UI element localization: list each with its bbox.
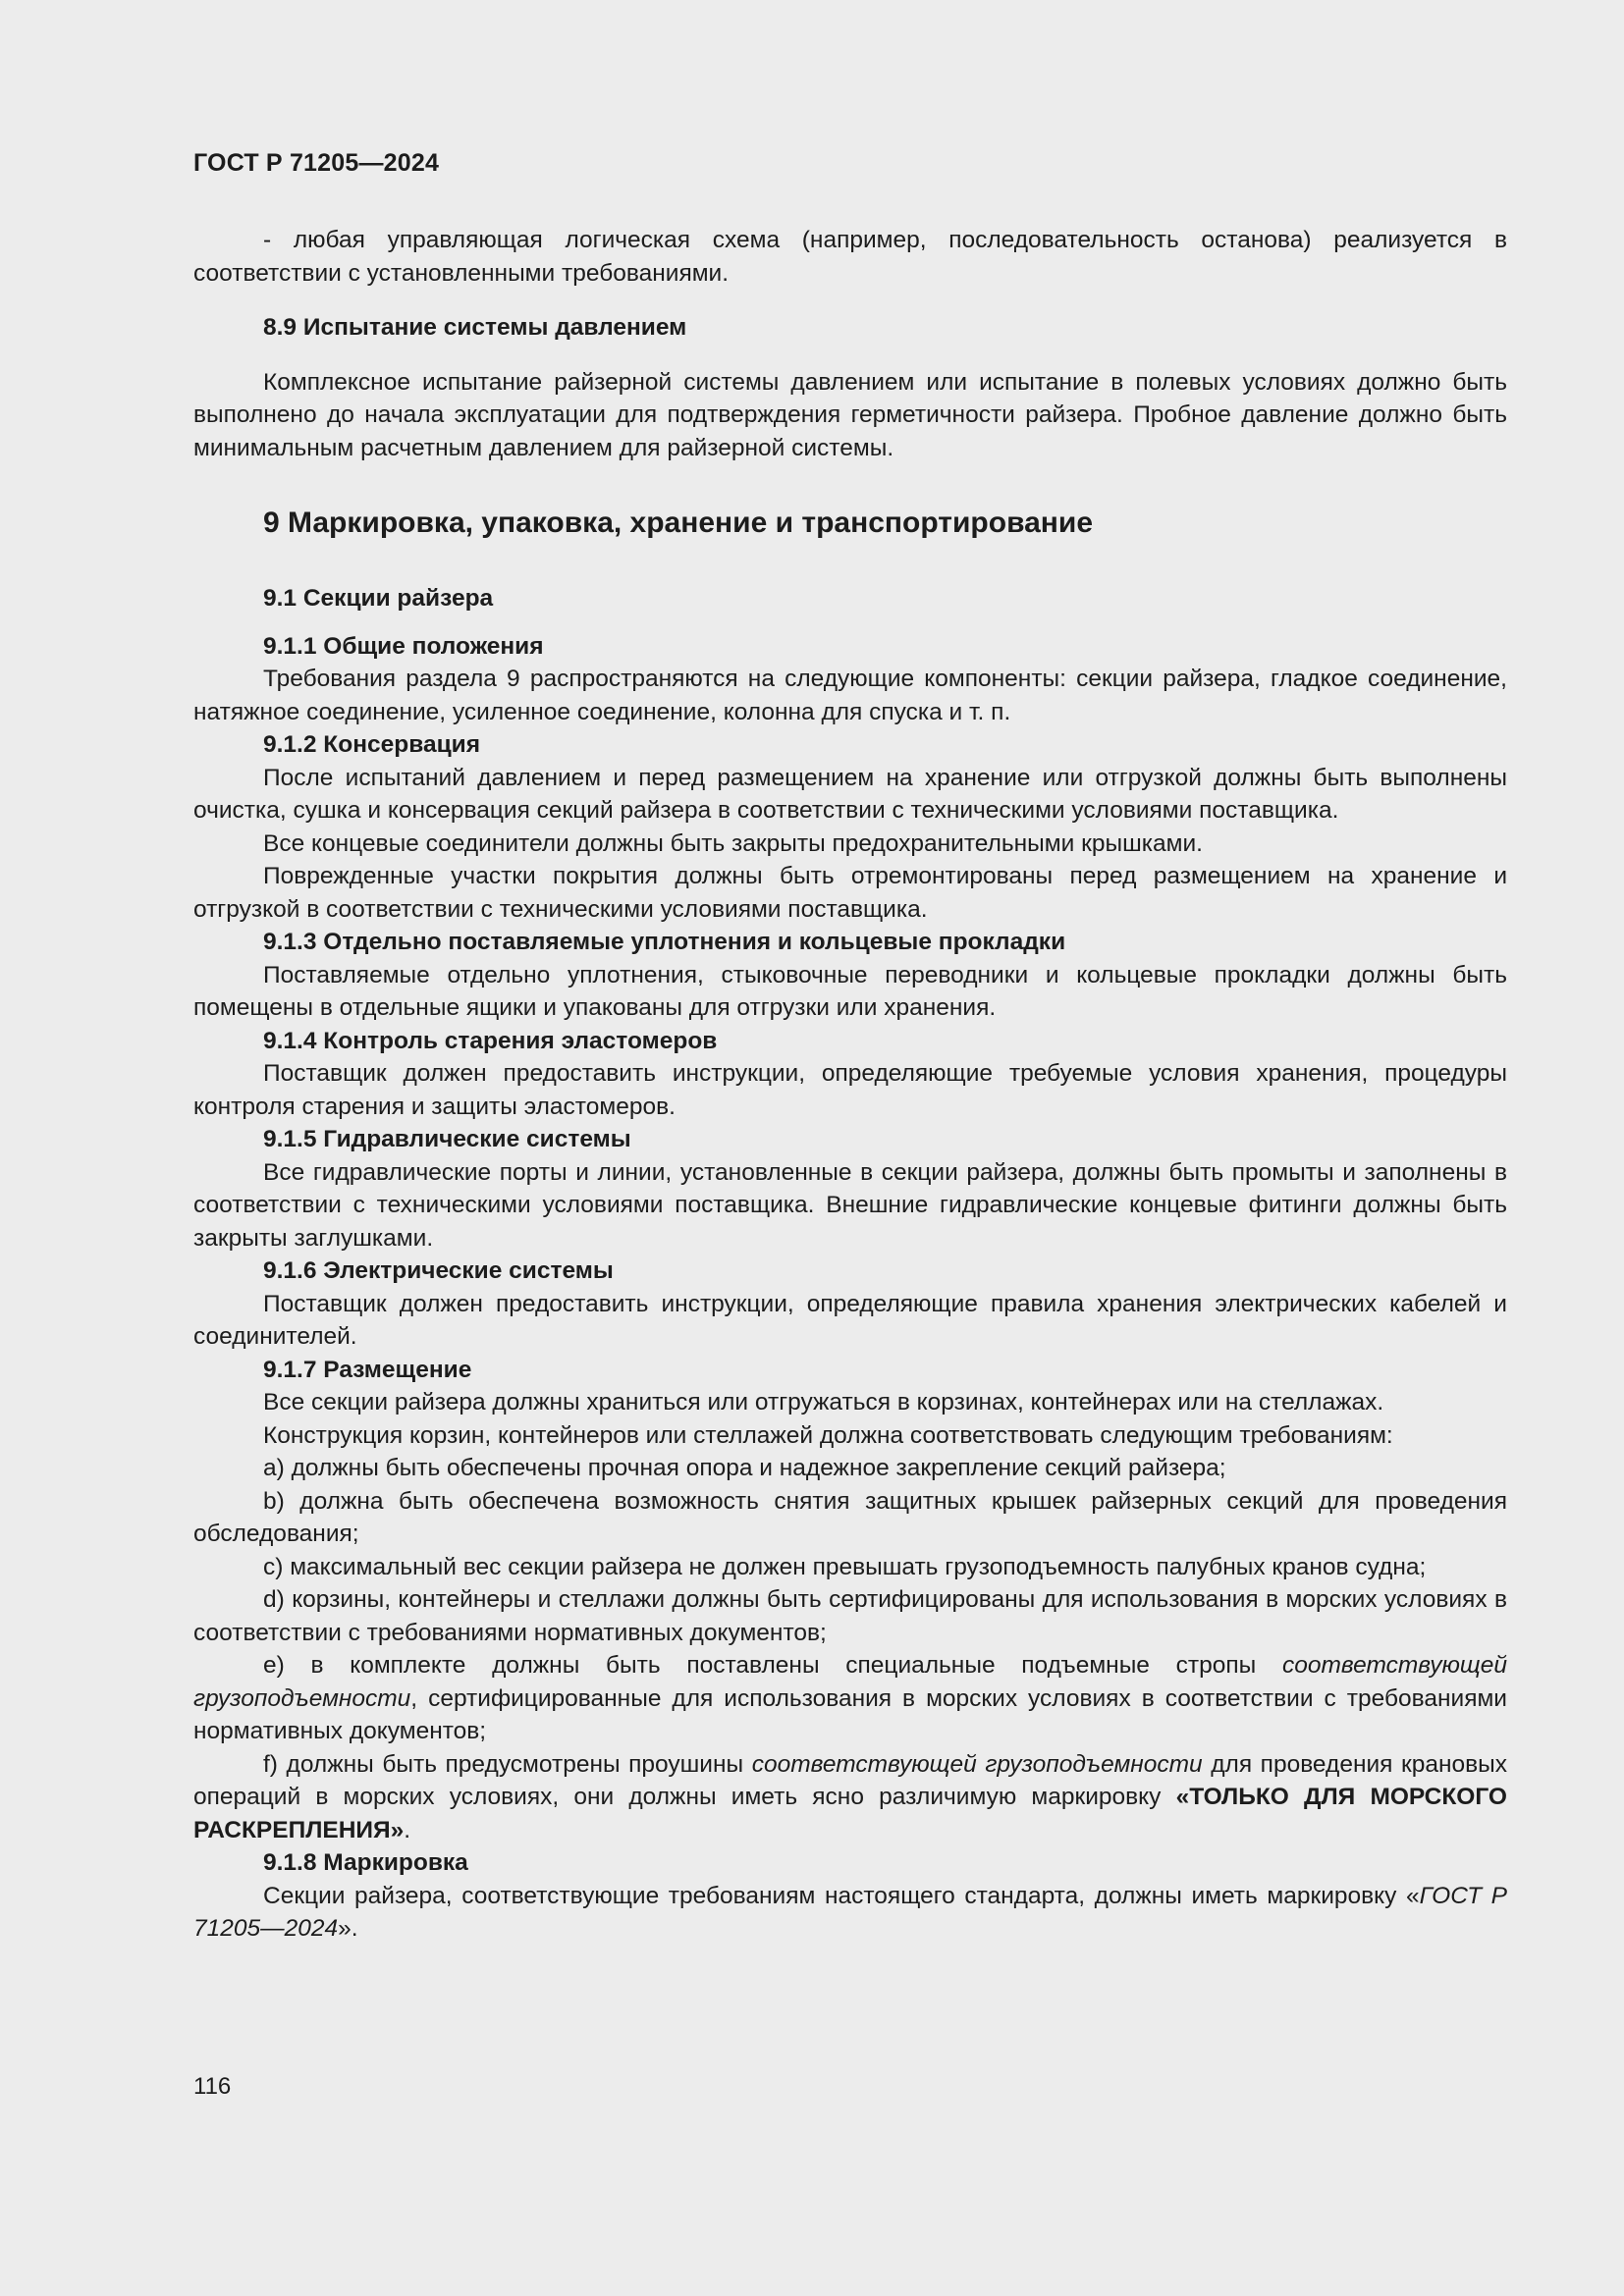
document-body — [193, 224, 1507, 1946]
list-item-e-italic: соответствующей грузоподъемности — [193, 1652, 1507, 1712]
list-item-d: d) корзины, контейнеры и стеллажи должны быть сертифицированы для использования в морских условиях в соответствии с требованиями нормативных документов; — [193, 1586, 1507, 1646]
paragraph-8-9: Комплексное испытание райзерной системы давлением или испытание в полевых условиях должно быть выполнено до начала эксплуатации для подтверждения герметичности райзера. Пробное давление должно быть минимальным расчетным давлением для райзерной системы. — [193, 368, 1507, 461]
paragraph-9-1-7-a: Все секции райзера должны храниться или отгружаться в корзинах, контейнерах или на стеллажах. — [263, 1389, 1384, 1415]
list-item-f-text-2: для проведения крановых операций в морских условиях, они должны иметь ясно различимую маркировку — [193, 1750, 1508, 1810]
section-heading-9: 9 Маркировка, упаковка, хранение и транспортирование — [263, 507, 1094, 539]
paragraph-9-1-8 — [193, 1880, 1507, 1946]
list-item-e-text-1: e) в комплекте должны быть поставлены специальные подъемные стропы — [263, 1652, 1282, 1679]
section-heading-9-1: 9.1 Секции райзера — [263, 585, 494, 612]
list-item-a: a) должны быть обеспечены прочная опора и надежное закрепление секций райзера; — [263, 1455, 1226, 1481]
paragraph-9-1-6: Поставщик должен предоставить инструкции, определяющие правила хранения электрических кабелей и соединителей. — [193, 1290, 1507, 1350]
list-item-f-text-1: f) должны быть предусмотрены проушины — [263, 1750, 752, 1778]
section-heading-9-1-7: 9.1.7 Размещение — [263, 1356, 472, 1383]
paragraph-9-1-8-text-1: Секции райзера, соответствующие требованиям настоящего стандарта, должны иметь маркировку « — [263, 1882, 1420, 1909]
document-code-header: ГОСТ Р 71205—2024 — [193, 149, 440, 177]
section-heading-9-1-4: 9.1.4 Контроль старения эластомеров — [263, 1027, 718, 1054]
list-item-e — [193, 1649, 1507, 1748]
paragraph-9-1-2-c: Поврежденные участки покрытия должны быть отремонтированы перед размещением на хранение и отгрузкой в соответствии с техническими условиями поставщика. — [193, 863, 1507, 923]
section-heading-9-1-3: 9.1.3 Отдельно поставляемые уплотнения и кольцевые прокладки — [263, 929, 1066, 955]
paragraph-9-1-2-b: Все концевые соединители должны быть закрыты предохранительными крышками. — [263, 829, 1203, 857]
section-heading-9-1-5: 9.1.5 Гидравлические системы — [263, 1126, 631, 1152]
paragraph-9-1-7-b: Конструкция корзин, контейнеров или стеллажей должна соответствовать следующим требованиям: — [263, 1421, 1393, 1449]
list-item-f-italic: соответствующей грузоподъемности — [751, 1750, 1203, 1778]
list-item-b: b) должна быть обеспечена возможность снятия защитных крышек райзерных секций для проведения обследования; — [193, 1487, 1507, 1547]
paragraph-9-1-8-italic: ГОСТ Р 71205—2024 — [193, 1882, 1507, 1942]
section-heading-9-1-6: 9.1.6 Электрические системы — [263, 1257, 614, 1284]
section-heading-9-1-8: 9.1.8 Маркировка — [263, 1849, 468, 1876]
list-item-f — [193, 1748, 1507, 1847]
paragraph-9-1-8-text-2: ». — [338, 1915, 358, 1942]
list-item-c: c) максимальный вес секции райзера не должен превышать грузоподъемность палубных кранов судна; — [263, 1553, 1427, 1580]
paragraph-9-1-5: Все гидравлические порты и линии, установленные в секции райзера, должны быть промыты и заполнены в соответствии с техническими условиями поставщика. Внешние гидравлические концевые фитинги должны быть закрыты заглушками. — [193, 1158, 1507, 1252]
list-item-f-bold-marking: «ТОЛЬКО ДЛЯ МОРСКОГО РАСКРЕПЛЕНИЯ» — [193, 1784, 1507, 1843]
paragraph-9-1-2-a: После испытаний давлением и перед размещением на хранение или отгрузкой должны быть выполнены очистка, сушка и консервация секций райзера в соответствии с техническими условиями поставщика. — [193, 764, 1507, 824]
paragraph-9-1-3: Поставляемые отдельно уплотнения, стыковочные переводники и кольцевые прокладки должны быть помещены в отдельные ящики и упакованы для отгрузки или хранения. — [193, 961, 1507, 1021]
document-page — [193, 0, 1507, 2296]
paragraph-9-1-1: Требования раздела 9 распространяются на следующие компоненты: секции райзера, гладкое соединение, натяжное соединение, усиленное соединение, колонна для спуска и т. п. — [193, 666, 1507, 725]
page-number: 116 — [193, 2073, 232, 2100]
section-heading-8-9: 8.9 Испытание системы давлением — [263, 314, 687, 341]
intro-paragraph: - любая управляющая логическая схема (например, последовательность останова) реализуется в соответствии с установленными требованиями. — [193, 227, 1507, 287]
paragraph-9-1-4: Поставщик должен предоставить инструкции, определяющие требуемые условия хранения, процедуры контроля старения и защиты эластомеров. — [193, 1060, 1507, 1120]
section-heading-9-1-1: 9.1.1 Общие положения — [263, 632, 544, 660]
list-item-e-text-2: , сертифицированные для использования в морских условиях в соответствии с требованиями нормативных документов; — [193, 1684, 1507, 1744]
section-heading-9-1-2: 9.1.2 Консервация — [263, 731, 481, 758]
list-item-f-text-3: . — [404, 1816, 411, 1843]
